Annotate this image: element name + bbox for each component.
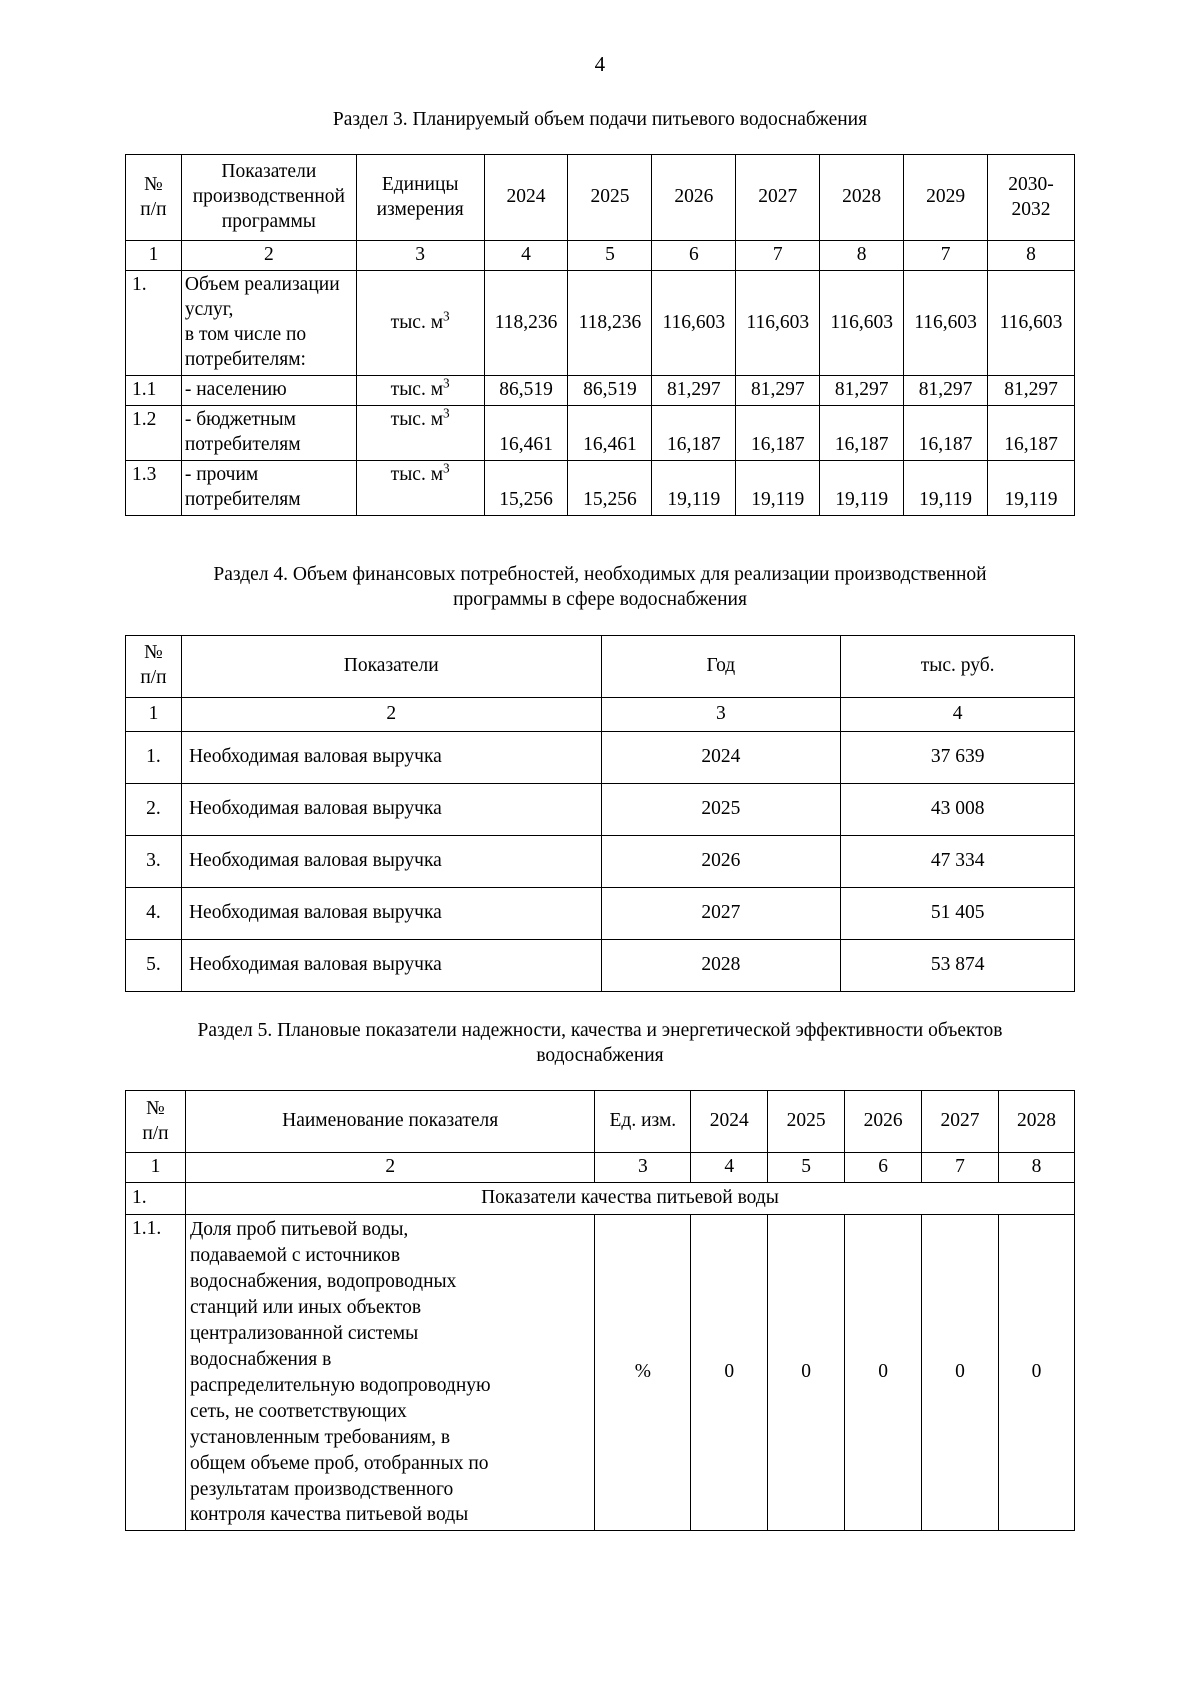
unit-superscript: 3 — [443, 308, 450, 324]
row-value: 0 — [845, 1215, 922, 1531]
row-value: 16,187 — [736, 406, 820, 461]
section-4-title — [160, 562, 1040, 613]
header-cell-year-2025: 2025 — [768, 1091, 845, 1153]
table-header-row — [126, 635, 1075, 697]
row-year: 2024 — [601, 731, 841, 783]
row-value: 86,519 — [484, 376, 568, 406]
row-indicator: Необходимая валовая выручка — [181, 731, 601, 783]
row-unit — [356, 271, 484, 376]
column-number: 4 — [691, 1153, 768, 1183]
table-row — [126, 783, 1075, 835]
header-cell-number — [126, 155, 182, 241]
row-unit — [356, 461, 484, 516]
header-cell-year-2026: 2026 — [845, 1091, 922, 1153]
section-5-title-line1: Раздел 5. Плановые показатели надежности, качества и энергетической эффективности объектов — [197, 1019, 1003, 1041]
group-row-title: Показатели качества питьевой воды — [185, 1183, 1074, 1215]
row-name-line: результатам производственного — [189, 1478, 454, 1500]
unit-text: тыс. м — [390, 409, 444, 431]
row-year: 2027 — [601, 887, 841, 939]
table-header-row — [126, 1091, 1075, 1153]
header-cell-year-2028: 2028 — [998, 1091, 1074, 1153]
row-value: 19,119 — [736, 461, 820, 516]
row-value: 116,603 — [736, 271, 820, 376]
row-name-line: Объем реализации — [184, 274, 340, 296]
row-name-line: водоснабжения в — [189, 1348, 332, 1370]
header-indicator-line1: Показатели — [221, 161, 317, 183]
header-number-line2: п/п — [140, 198, 167, 220]
table-column-number-row — [126, 1153, 1075, 1183]
row-value: 116,603 — [820, 271, 904, 376]
table-row — [126, 887, 1075, 939]
row-value: 116,603 — [652, 271, 736, 376]
row-unit — [356, 406, 484, 461]
unit-superscript: 3 — [443, 405, 450, 421]
section-4-title-line1: Раздел 4. Объем финансовых потребностей, необходимых для реализации производственной — [213, 563, 987, 585]
row-value: 15,256 — [568, 461, 652, 516]
header-cell-number — [126, 1091, 186, 1153]
header-cell-number — [126, 635, 182, 697]
header-number-line1: № — [146, 1097, 165, 1119]
section-5-title-line2: водоснабжения — [536, 1044, 664, 1066]
unit-text: тыс. м — [390, 379, 444, 401]
row-year: 2025 — [601, 783, 841, 835]
row-name-line: - бюджетным — [184, 409, 296, 431]
column-number: 5 — [768, 1153, 845, 1183]
section-5-table — [125, 1090, 1075, 1531]
column-number: 2 — [181, 697, 601, 731]
header-indicator-line3: программы — [221, 211, 316, 233]
header-number-line1: № — [144, 642, 163, 664]
column-number: 6 — [845, 1153, 922, 1183]
header-cell-indicator — [181, 155, 356, 241]
row-number: 1.3 — [126, 461, 182, 516]
row-number: 1. — [126, 271, 182, 376]
row-unit — [356, 376, 484, 406]
row-name-line: - прочим — [184, 464, 259, 486]
header-units-line2: измерения — [376, 198, 464, 220]
row-name — [185, 1215, 594, 1531]
row-value: 0 — [922, 1215, 999, 1531]
header-cell-year: Год — [601, 635, 841, 697]
table-header-row — [126, 155, 1075, 241]
header-cell-year-2026: 2026 — [652, 155, 736, 241]
header-indicator-line2: производственной — [192, 186, 345, 208]
column-number: 8 — [988, 241, 1075, 271]
column-number: 8 — [998, 1153, 1074, 1183]
column-number: 7 — [736, 241, 820, 271]
header-cell-year-2024: 2024 — [691, 1091, 768, 1153]
column-number: 2 — [185, 1153, 594, 1183]
row-value: 81,297 — [652, 376, 736, 406]
header-cell-year-2030-2032 — [988, 155, 1075, 241]
row-value: 0 — [768, 1215, 845, 1531]
row-name — [181, 461, 356, 516]
header-cell-unit: Ед. изм. — [595, 1091, 691, 1153]
row-value: 81,297 — [820, 376, 904, 406]
row-value: 16,187 — [652, 406, 736, 461]
row-value: 81,297 — [736, 376, 820, 406]
column-number: 6 — [652, 241, 736, 271]
row-value: 86,519 — [568, 376, 652, 406]
row-name-line: потребителям — [184, 488, 301, 510]
header-cell-year-2029: 2029 — [904, 155, 988, 241]
header-cell-year-2027: 2027 — [922, 1091, 999, 1153]
row-value: 15,256 — [484, 461, 568, 516]
row-name-line: в том числе по — [184, 324, 307, 346]
row-amount: 37 639 — [841, 731, 1075, 783]
row-name-line: централизованной системы — [189, 1322, 419, 1344]
row-number: 4. — [126, 887, 182, 939]
row-amount: 43 008 — [841, 783, 1075, 835]
row-value: 19,119 — [820, 461, 904, 516]
row-name-line: услуг, — [184, 299, 234, 321]
row-amount: 51 405 — [841, 887, 1075, 939]
row-number: 1.1. — [126, 1215, 186, 1531]
table-row — [126, 939, 1075, 991]
header-cell-units — [356, 155, 484, 241]
table-column-number-row — [126, 241, 1075, 271]
row-name-line: потребителям — [184, 434, 301, 456]
header-units-line1: Единицы — [381, 173, 459, 195]
row-number: 1.1 — [126, 376, 182, 406]
row-name — [181, 271, 356, 376]
column-number: 7 — [904, 241, 988, 271]
row-indicator: Необходимая валовая выручка — [181, 939, 601, 991]
row-year: 2026 — [601, 835, 841, 887]
unit-superscript: 3 — [443, 460, 450, 476]
column-number: 1 — [126, 1153, 186, 1183]
header-number-line2: п/п — [140, 667, 167, 689]
column-number: 5 — [568, 241, 652, 271]
section-5-title — [140, 1018, 1060, 1069]
header-cell-amount: тыс. руб. — [841, 635, 1075, 697]
row-value: 116,603 — [904, 271, 988, 376]
row-value: 118,236 — [484, 271, 568, 376]
header-cell-year-2025: 2025 — [568, 155, 652, 241]
header-year-range-line1: 2030- — [1008, 173, 1054, 195]
row-number: 2. — [126, 783, 182, 835]
row-name-line: водоснабжения, водопроводных — [189, 1271, 457, 1293]
row-value: 16,187 — [988, 406, 1075, 461]
section-4-title-line2: программы в сфере водоснабжения — [453, 589, 747, 611]
row-value: 0 — [691, 1215, 768, 1531]
section-3-title: Раздел 3. Планируемый объем подачи питьевого водоснабжения — [332, 109, 868, 130]
column-number: 2 — [181, 241, 356, 271]
page-number: 4 — [594, 52, 606, 76]
row-indicator: Необходимая валовая выручка — [181, 835, 601, 887]
row-name-line: Доля проб питьевой воды, — [189, 1219, 409, 1241]
row-value: 16,187 — [820, 406, 904, 461]
column-number: 4 — [484, 241, 568, 271]
header-cell-name: Наименование показателя — [185, 1091, 594, 1153]
column-number: 3 — [356, 241, 484, 271]
column-number: 3 — [595, 1153, 691, 1183]
header-cell-year-2027: 2027 — [736, 155, 820, 241]
row-name-line: станций или иных объектов — [189, 1297, 422, 1319]
row-value: 19,119 — [988, 461, 1075, 516]
column-number: 3 — [601, 697, 841, 731]
header-year-range-line2: 2032 — [1011, 198, 1051, 220]
table-row — [126, 1215, 1075, 1531]
row-name-line: подаваемой с источников — [189, 1245, 401, 1267]
row-value: 118,236 — [568, 271, 652, 376]
table-row — [126, 376, 1075, 406]
header-cell-year-2028: 2028 — [820, 155, 904, 241]
column-number: 8 — [820, 241, 904, 271]
section-3-table — [125, 154, 1075, 516]
group-row-number: 1. — [126, 1183, 186, 1215]
row-indicator: Необходимая валовая выручка — [181, 887, 601, 939]
header-number-line1: № — [144, 173, 163, 195]
row-value: 81,297 — [988, 376, 1075, 406]
row-value: 0 — [998, 1215, 1074, 1531]
column-number: 1 — [126, 697, 182, 731]
header-cell-year-2024: 2024 — [484, 155, 568, 241]
column-number: 1 — [126, 241, 182, 271]
table-row — [126, 731, 1075, 783]
row-year: 2028 — [601, 939, 841, 991]
row-name-line: сеть, не соответствующих — [189, 1400, 407, 1422]
row-value: 19,119 — [652, 461, 736, 516]
row-number: 1.2 — [126, 406, 182, 461]
row-name: - населению — [181, 376, 356, 406]
unit-superscript: 3 — [443, 375, 450, 391]
row-name-line: общем объеме проб, отобранных по — [189, 1452, 489, 1474]
section-4-table — [125, 635, 1075, 992]
row-name-line: потребителям: — [184, 349, 306, 371]
table-group-row — [126, 1183, 1075, 1215]
header-number-line2: п/п — [142, 1122, 169, 1144]
row-name-line: распределительную водопроводную — [189, 1374, 491, 1396]
row-value: 16,461 — [568, 406, 652, 461]
table-row — [126, 835, 1075, 887]
row-number: 5. — [126, 939, 182, 991]
row-value: 19,119 — [904, 461, 988, 516]
row-name — [181, 406, 356, 461]
row-number: 3. — [126, 835, 182, 887]
table-row — [126, 271, 1075, 376]
row-amount: 47 334 — [841, 835, 1075, 887]
row-indicator: Необходимая валовая выручка — [181, 783, 601, 835]
column-number: 4 — [841, 697, 1075, 731]
column-number: 7 — [922, 1153, 999, 1183]
row-value: 16,187 — [904, 406, 988, 461]
row-value: 116,603 — [988, 271, 1075, 376]
row-value: 81,297 — [904, 376, 988, 406]
row-number: 1. — [126, 731, 182, 783]
row-value: 16,461 — [484, 406, 568, 461]
row-amount: 53 874 — [841, 939, 1075, 991]
row-unit: % — [595, 1215, 691, 1531]
unit-text: тыс. м — [390, 311, 444, 333]
unit-text: тыс. м — [390, 464, 444, 486]
table-column-number-row — [126, 697, 1075, 731]
row-name-line: установленным требованиям, в — [189, 1426, 451, 1448]
header-cell-indicator: Показатели — [181, 635, 601, 697]
table-row — [126, 461, 1075, 516]
table-row — [126, 406, 1075, 461]
row-name-line: контроля качества питьевой воды — [189, 1504, 469, 1526]
